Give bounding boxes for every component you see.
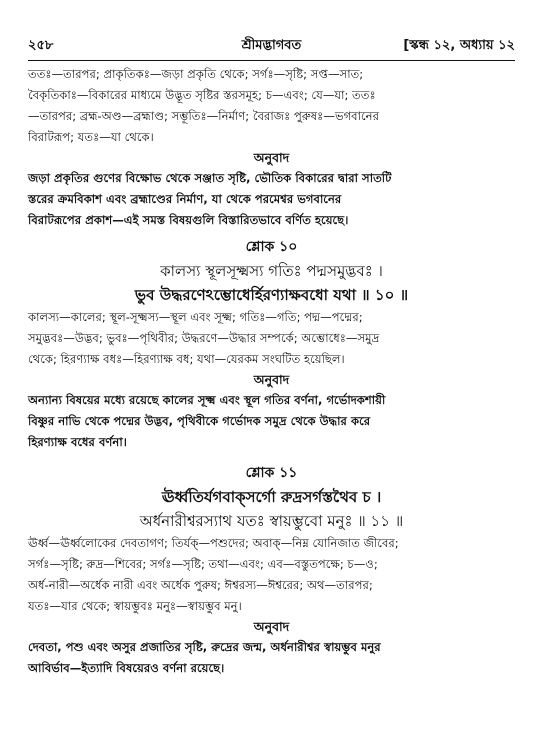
synonym-line: ততঃ—তারপর; প্রাকৃতিকঃ—জড়া প্রকৃতি থেকে; সর্গঃ—সৃষ্টি; সপ্ত—সাত; (28, 67, 364, 81)
shloka-11-verse-line: ঊর্ধ্বতির্যগবাক্‌সর্গো রুদ্রসর্গস্তথৈব চ । (161, 488, 382, 506)
translation-line: হিরণ্যাক্ষ বধের বর্ণনা। (28, 435, 127, 449)
book-title: শ্রীমদ্ভাগবত (241, 38, 302, 53)
page-content (28, 64, 515, 679)
synonym-line: ঊর্ধ্ব—ঊর্ধ্বলোকের দেবতাগণ; তির্যক্—পশুদের; অবাক্—নিম্ন যোনিজাত জীবের; (28, 536, 399, 550)
translation-line: বিষ্ণুর নাভি থেকে পদ্মের উদ্ভব, পৃথিবীকে গর্ভোদক সমুদ্র থেকে উদ্ধার করে (28, 414, 371, 428)
synonym-line: অর্ধ-নারী—অর্ধেক নারী এবং অর্ধেক পুরুষ; ঈশ্বরস্য—ঈশ্বরের; অথ—তারপর; (28, 578, 373, 592)
translation-heading: অনুবাদ (253, 619, 290, 634)
synonym-line: বৈকৃতিকাঃ—বিকারের মাধ্যমে উদ্ভূত সৃষ্টির স্তরসমূহ; চ—এবং; যে—যা; ততঃ (28, 88, 376, 102)
shloka-10-title: শ্লোক ১০ (245, 239, 298, 255)
shloka-10-verse-line: ভুব উদ্ধরণেঽম্ভোধের্হিরণ্যাক্ষবধো যথা ॥ ১০ ॥ (134, 286, 409, 304)
synonym-line: কালস্য—কালের; স্থূল-সূক্ষ্মস্য—স্থূল এবং সূক্ষ্ম; গতিঃ—গতি; পদ্ম—পদ্মের; (28, 310, 363, 324)
page-number: ২৫৮ (28, 38, 54, 53)
synonym-line: সমুদ্ভবঃ—উদ্ভব; ভুবঃ—পৃথিবীর; উদ্ধরণে—উদ্ধার সম্পর্কে; অম্ভোধেঃ—সমুদ্র (28, 331, 380, 345)
synonym-line: যতঃ—যার থেকে; স্বায়ম্ভুবঃ মনুঃ—স্বায়ম্ভুব মনু। (28, 599, 242, 613)
translation-line: স্তরের ক্রমবিকাশ এবং ব্রহ্মাণ্ডের নির্মাণ, যা থেকে পরমেশ্বর ভগবানের (28, 192, 342, 206)
translation-line: অন্যান্য বিষয়ের মধ্যে রয়েছে কালের সূক্ষ্ম এবং স্থূল গতির বর্ণনা, গর্ভোদকশায়ী (28, 393, 386, 407)
translation-heading: অনুবাদ (253, 150, 290, 165)
top-synonyms (28, 64, 515, 148)
synonym-line: থেকে; হিরণ্যাক্ষ বধঃ—হিরণ্যাক্ষ বধ; যথা—যেরকম সংঘটিত হয়েছিল। (28, 352, 345, 366)
shloka-11-verse-line: অর্ধনারীশ্বরস্যাথ যতঃ স্বায়ম্ভুবো মনুঃ ॥ ১১ ॥ (139, 512, 404, 530)
chapter-reference: [স্কন্ধ ১২, অধ্যায় ১২ (403, 38, 515, 53)
header-rule (28, 60, 515, 61)
shloka-10-synonyms (28, 307, 515, 370)
synonym-line: বিরাটরূপ; যতঃ—যা থেকে। (28, 130, 154, 144)
shloka-10-verse-line: কালস্য স্থূলসূক্ষ্মস্য গতিঃ পদ্মসমুদ্ভবঃ । (160, 262, 383, 280)
shloka-11-synonyms (28, 533, 515, 617)
shloka-11-translation (28, 637, 515, 679)
translation-line: দেবতা, পশু এবং অসুর প্রজাতির সৃষ্টি, রুদ্রের জন্ম, অর্ধনারীশ্বর স্বায়ম্ভুব মনুর (28, 640, 381, 654)
translation-line: আবির্ভাব—ইত্যাদি বিষয়েরও বর্ণনা রয়েছে। (28, 661, 225, 675)
shloka-10-translation (28, 390, 515, 453)
translation-line: জড়া প্রকৃতির গুণের বিক্ষোভ থেকে সঞ্জাত সৃষ্টি, ভৌতিক বিকারের দ্বারা সাতটি (28, 171, 392, 185)
top-translation (28, 168, 515, 231)
translation-heading: অনুবাদ (253, 372, 290, 387)
page-header (28, 36, 515, 58)
synonym-line: —তারপর; ব্রহ্ম-অণ্ড—ব্রহ্মাণ্ড; সম্ভূতিঃ—নির্মাণ; বৈরাজঃ পুরুষঃ—ভগবানের (28, 109, 379, 123)
shloka-11-title: শ্লোক ১১ (245, 465, 298, 481)
translation-line: বিরাটরূপের প্রকাশ—এই সমস্ত বিষয়গুলি বিস্তারিতভাবে বর্ণিত হয়েছে। (28, 213, 349, 227)
synonym-line: সর্গঃ—সৃষ্টি; রুদ্র—শিবের; সর্গঃ—সৃষ্টি; তথা—এবং; এব—বস্তুতপক্ষে; চ—ও; (28, 557, 378, 571)
